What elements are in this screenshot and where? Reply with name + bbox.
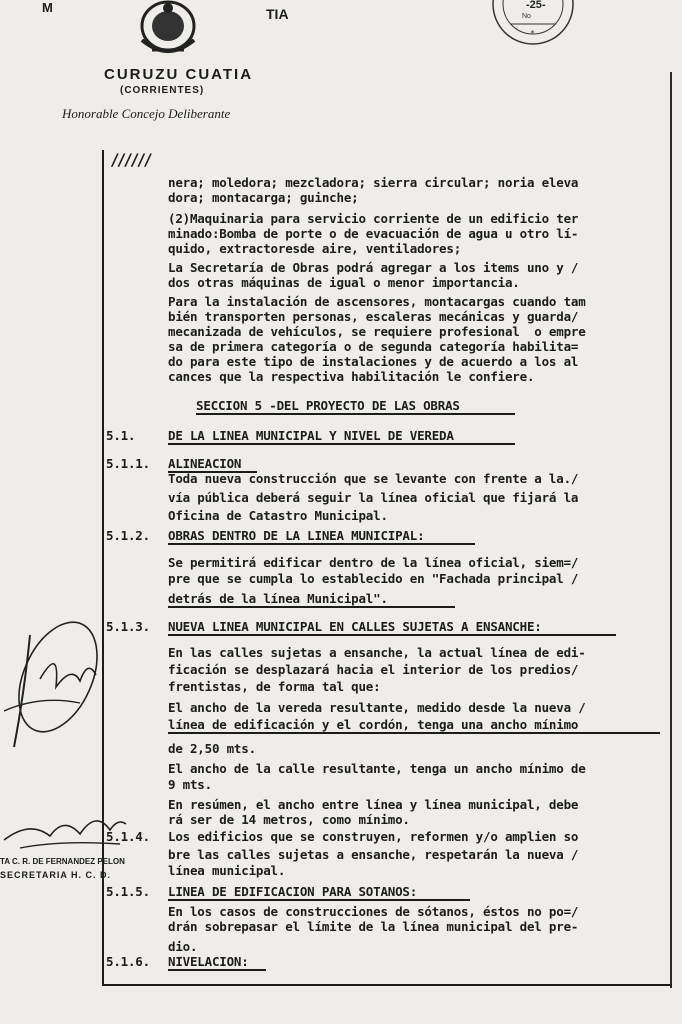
section-heading: SECCION 5 -DEL PROYECTO DE LAS OBRAS <box>196 398 460 413</box>
body-line: Se permitirá edificar dentro de la línea oficial, siem=/ <box>168 555 579 570</box>
section-heading: NIVELACION: <box>168 954 249 969</box>
section-number: 5.1.5. <box>106 884 150 899</box>
body-line: dos otras máquinas de igual o menor importancia. <box>168 275 520 290</box>
body-line: línea de edificación y el cordón, tenga una ancho mínimo <box>168 717 579 732</box>
org-council: Honorable Concejo Deliberante <box>62 106 231 121</box>
section-number: 5.1.3. <box>106 619 150 634</box>
section-number: 5.1.2. <box>106 528 150 543</box>
section-number: 5.1.1. <box>106 456 150 471</box>
org-name: CURUZU CUATIA <box>104 66 254 83</box>
stamp-no-label: No <box>522 13 531 20</box>
body-line: El ancho de la vereda resultante, medido desde la nueva / <box>168 700 586 715</box>
underline-rule <box>168 443 515 445</box>
body-line: 9 mts. <box>168 777 212 792</box>
body-line: bre las calles sujetas a ensanche, respetarán la nueva / <box>168 847 579 862</box>
underline-rule <box>168 543 475 545</box>
section-heading: DE LA LINEA MUNICIPAL Y NIVEL DE VEREDA <box>168 428 454 443</box>
seal-left-fragment: M <box>42 0 53 15</box>
underline-rule <box>168 732 660 734</box>
stamp-number: -25- <box>526 0 546 11</box>
body-line: nera; moledora; mezcladora; sierra circular; noria eleva <box>168 175 579 190</box>
underline-rule <box>168 899 470 901</box>
svg-text:*: * <box>530 29 535 38</box>
body-line: (2)Maquinaria para servicio corriente de un edificio ter <box>168 211 579 226</box>
body-line: bién transporten personas, escaleras mecánicas y guarda/ <box>168 309 579 324</box>
body-line: En resúmen, el ancho entre línea y línea municipal, debe <box>168 797 579 812</box>
body-line: mecanizada de vehículos, se requiere profesional o empre <box>168 324 586 339</box>
body-line: quido, extractoresde aire, ventiladores; <box>168 241 462 256</box>
margin-hatch-mark: ////// <box>110 150 150 169</box>
frame-right-border <box>670 72 672 988</box>
section-number: 5.1.4. <box>106 829 150 844</box>
body-line: pre que se cumpla lo establecido en "Fachada principal / <box>168 571 579 586</box>
body-line: Para la instalación de ascensores, montacargas cuando tam <box>168 294 586 309</box>
underline-rule <box>196 413 515 415</box>
section-number: 5.1. <box>106 428 136 443</box>
body-line: cances que la respectiva habilitación le confiere. <box>168 369 535 384</box>
frame-bottom-border <box>102 984 672 986</box>
signature-name-caption: TA C. R. DE FERNANDEZ PELON <box>0 857 125 866</box>
section-heading: NUEVA LINEA MUNICIPAL EN CALLES SUJETAS A ENSANCHE: <box>168 619 542 634</box>
signature-role-caption: SECRETARIA H. C. D. <box>0 870 112 880</box>
body-line: rá ser de 14 metros, como mínimo. <box>168 812 410 827</box>
underline-rule <box>168 606 455 608</box>
underline-rule <box>168 969 266 971</box>
body-line: sa de primera categoría o de segunda categoría habilita= <box>168 339 579 354</box>
body-line: línea municipal. <box>168 863 286 878</box>
handwritten-signature <box>0 615 110 765</box>
coat-of-arms-seal <box>132 0 204 58</box>
body-line: vía pública deberá seguir la línea oficial que fijará la <box>168 490 579 505</box>
section-heading: ALINEACION <box>168 456 242 471</box>
section-number: 5.1.6. <box>106 954 150 969</box>
body-line: detrás de la línea Municipal". <box>168 591 388 606</box>
body-line: Los edificios que se construyen, reformen y/o amplien so <box>168 829 579 844</box>
body-line: Oficina de Catastro Municipal. <box>168 508 388 523</box>
body-line: drán sobrepasar el límite de la línea municipal del pre- <box>168 919 579 934</box>
body-line: do para este tipo de instalaciones y de acuerdo a los al <box>168 354 579 369</box>
body-line: minado:Bomba de porte o de evacuación de agua u otro lí- <box>168 226 579 241</box>
secondary-signature <box>0 800 130 860</box>
body-line: dio. <box>168 939 198 954</box>
body-line: de 2,50 mts. <box>168 741 256 756</box>
org-province: (CORRIENTES) <box>120 85 205 96</box>
body-line: En las calles sujetas a ensanche, la actual línea de edi- <box>168 645 586 660</box>
body-line: frentistas, de forma tal que: <box>168 679 381 694</box>
official-stamp <box>490 0 576 46</box>
body-line: El ancho de la calle resultante, tenga un ancho mínimo de <box>168 761 586 776</box>
seal-right-fragment: TIA <box>266 6 289 22</box>
body-line: Toda nueva construcción que se levante con frente a la./ <box>168 471 579 486</box>
body-line: dora; montacarga; guinche; <box>168 190 359 205</box>
body-line: ficación se desplazará hacia el interior de los predios/ <box>168 662 579 677</box>
underline-rule <box>168 634 616 636</box>
section-heading: LINEA DE EDIFICACION PARA SOTANOS: <box>168 884 418 899</box>
body-line: La Secretaría de Obras podrá agregar a los items uno y / <box>168 260 579 275</box>
body-line: En los casos de construcciones de sótanos, éstos no po=/ <box>168 904 579 919</box>
section-heading: OBRAS DENTRO DE LA LINEA MUNICIPAL: <box>168 528 425 543</box>
